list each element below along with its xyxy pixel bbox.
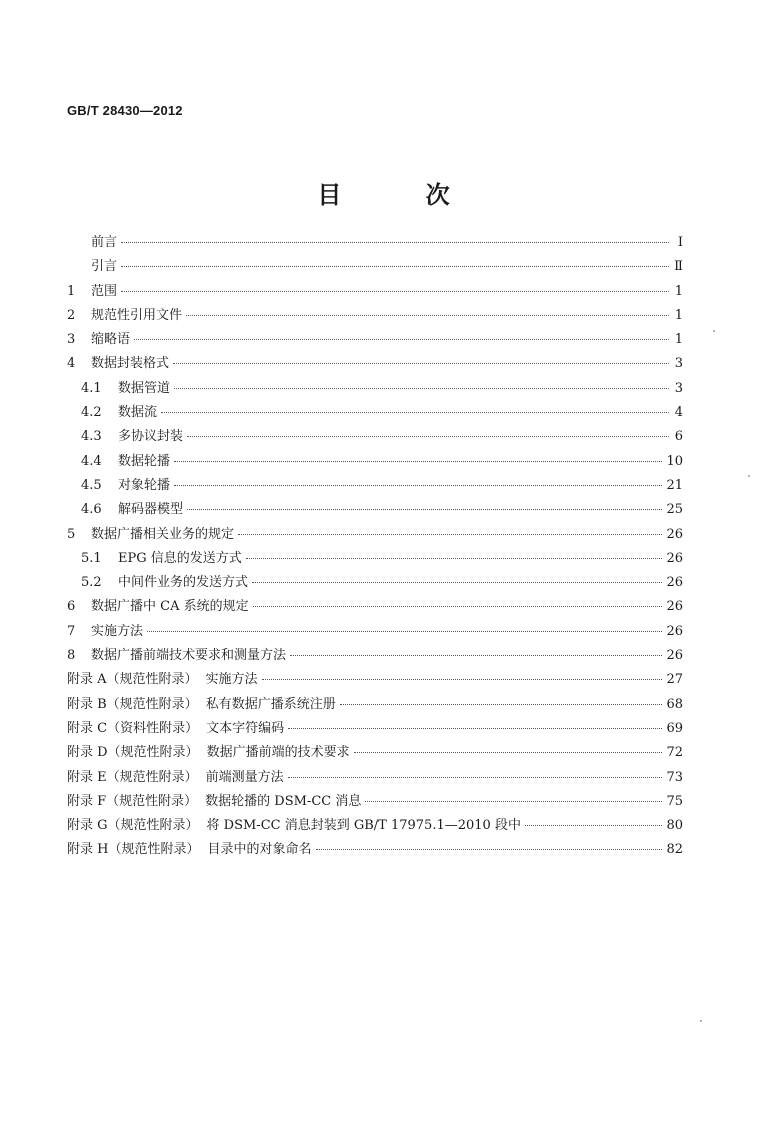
toc-entry-title: 数据广播前端技术要求和测量方法 xyxy=(91,648,287,664)
toc-entry-title: 引言 xyxy=(91,259,118,275)
toc-entry-page: 1 xyxy=(674,283,683,299)
toc-entry xyxy=(67,790,683,814)
toc-entry-number: 附录 H（规范性附录） xyxy=(67,842,200,858)
toc-entry-number: 6 xyxy=(67,599,76,615)
dot-leader xyxy=(134,339,669,340)
dot-leader xyxy=(525,825,663,826)
dot-leader xyxy=(354,752,663,753)
toc-entry-title: 实施方法 xyxy=(205,672,258,688)
toc-entry xyxy=(67,693,683,717)
toc-entry xyxy=(67,620,683,644)
dot-leader xyxy=(174,461,662,462)
toc-entry xyxy=(67,766,683,790)
toc-entry-title: 数据轮播 xyxy=(118,453,171,469)
toc-entry xyxy=(67,838,683,862)
toc-entry-title: 数据广播相关业务的规定 xyxy=(91,526,235,542)
toc-entry-title: 数据轮播的 DSM-CC 消息 xyxy=(205,793,362,809)
toc-entry-page: 27 xyxy=(666,672,683,688)
toc-entry-title: 目录中的对象命名 xyxy=(207,842,312,858)
toc-entry xyxy=(67,328,683,352)
dot-leader xyxy=(340,704,663,705)
toc-entry-page: 6 xyxy=(674,429,683,445)
toc-entry-number: 1 xyxy=(67,283,76,299)
toc-entry xyxy=(67,523,683,547)
toc-entry xyxy=(67,717,683,741)
toc-entry xyxy=(67,814,683,838)
scan-speck xyxy=(748,475,750,477)
toc-entry-number: 附录 D（规范性附录） xyxy=(67,745,199,761)
toc-entry-title: 前端测量方法 xyxy=(205,769,284,785)
dot-leader xyxy=(147,631,662,632)
toc-entry xyxy=(67,450,683,474)
toc-entry-title: 实施方法 xyxy=(91,623,144,639)
toc-entry-number: 7 xyxy=(67,623,76,639)
dot-leader xyxy=(121,242,669,243)
toc-entry-number: 2 xyxy=(67,307,76,323)
scan-speck xyxy=(713,330,715,332)
toc-entry-page: 26 xyxy=(666,599,683,615)
toc-entry-title: 范围 xyxy=(91,283,118,299)
dot-leader xyxy=(173,363,669,364)
dot-leader xyxy=(365,801,662,802)
toc-entry-number: 附录 F（规范性附录） xyxy=(67,793,198,809)
dot-leader xyxy=(290,655,662,656)
toc-entry-page: Ⅰ xyxy=(677,235,683,250)
toc-entry xyxy=(67,595,683,619)
toc-entry-page: 68 xyxy=(666,696,683,712)
dot-leader xyxy=(121,291,669,292)
toc-entry xyxy=(67,255,683,279)
toc-entry-title: 数据流 xyxy=(118,405,158,421)
toc-entry-title: EPG 信息的发送方式 xyxy=(118,550,242,566)
toc-title: 目 次 xyxy=(317,180,488,209)
dot-leader xyxy=(121,266,669,267)
toc-entry-page: 21 xyxy=(666,477,683,493)
toc-entry-number: 4.4 xyxy=(81,453,102,469)
toc-entry-number: 5.1 xyxy=(81,550,102,566)
toc-entry-page: 26 xyxy=(666,550,683,566)
toc-entry xyxy=(67,474,683,498)
dot-leader xyxy=(288,777,663,778)
dot-leader xyxy=(186,315,669,316)
toc-entry xyxy=(67,644,683,668)
toc-entry-page: 3 xyxy=(674,356,683,372)
toc-entry xyxy=(67,352,683,376)
toc-entry xyxy=(67,401,683,425)
dot-leader xyxy=(262,679,663,680)
toc-entry-title: 将 DSM-CC 消息封装到 GB/T 17975.1—2010 段中 xyxy=(206,818,521,834)
toc-entry xyxy=(67,741,683,765)
dot-leader xyxy=(316,849,663,850)
toc-entry-number: 4.5 xyxy=(81,477,102,493)
dot-leader xyxy=(252,582,662,583)
toc-entry-number: 3 xyxy=(67,332,76,348)
toc-entry-title: 数据管道 xyxy=(118,380,171,396)
dot-leader xyxy=(174,388,669,389)
toc-entry-title: 数据广播中 CA 系统的规定 xyxy=(91,599,249,615)
toc-entry-number: 附录 B（规范性附录） xyxy=(67,696,198,712)
toc-entry xyxy=(67,304,683,328)
toc-entry-page: 3 xyxy=(674,380,683,396)
toc-entry-page: 10 xyxy=(666,453,683,469)
dot-leader xyxy=(288,728,662,729)
toc-entry-number: 4.6 xyxy=(81,502,102,518)
toc-entry-number: 附录 C（资料性附录） xyxy=(67,720,199,736)
toc-entry-page: 25 xyxy=(666,502,683,518)
toc-entry-title: 文本字符编码 xyxy=(206,720,285,736)
toc-entry-page: 26 xyxy=(666,526,683,542)
toc-entry-page: 75 xyxy=(666,793,683,809)
toc-entry-number: 4.2 xyxy=(81,405,102,421)
toc-entry xyxy=(67,498,683,522)
dot-leader xyxy=(238,534,662,535)
toc-entry-title: 解码器模型 xyxy=(118,502,184,518)
toc-entry-page: 72 xyxy=(666,745,683,761)
toc-entry-title: 多协议封装 xyxy=(118,429,184,445)
toc-entry-title: 对象轮播 xyxy=(118,477,171,493)
dot-leader xyxy=(246,558,663,559)
toc-entry xyxy=(67,571,683,595)
dot-leader xyxy=(174,485,662,486)
toc-entry-number: 5.2 xyxy=(81,575,102,591)
toc-entry-number: 5 xyxy=(67,526,76,542)
dot-leader xyxy=(161,412,669,413)
toc-entry-title: 中间件业务的发送方式 xyxy=(118,575,249,591)
toc-entry-page: 82 xyxy=(666,842,683,858)
table-of-contents xyxy=(67,231,683,863)
toc-entry-title: 数据封装格式 xyxy=(91,356,170,372)
dot-leader xyxy=(187,509,662,510)
toc-entry-page: 26 xyxy=(666,575,683,591)
dot-leader xyxy=(253,606,663,607)
toc-entry-title: 缩略语 xyxy=(91,332,131,348)
toc-entry-page: 4 xyxy=(674,405,683,421)
toc-entry-number: 4.1 xyxy=(81,380,102,396)
toc-entry xyxy=(67,231,683,255)
toc-entry-page: 1 xyxy=(674,332,683,348)
toc-entry-page: 26 xyxy=(666,623,683,639)
toc-entry xyxy=(67,425,683,449)
toc-entry xyxy=(67,547,683,571)
toc-entry-number: 附录 G（规范性附录） xyxy=(67,818,199,834)
toc-entry-number: 附录 E（规范性附录） xyxy=(67,769,198,785)
toc-entry-number: 4 xyxy=(67,356,76,372)
toc-entry-page: 73 xyxy=(666,769,683,785)
toc-entry-page: 80 xyxy=(666,818,683,834)
toc-entry-title: 数据广播前端的技术要求 xyxy=(206,745,350,761)
toc-entry xyxy=(67,377,683,401)
toc-entry-page: Ⅱ xyxy=(674,259,683,275)
toc-entry-number: 4.3 xyxy=(81,429,102,445)
dot-leader xyxy=(187,436,669,437)
standard-number: GB/T 28430—2012 xyxy=(67,103,183,118)
toc-entry-title: 规范性引用文件 xyxy=(91,307,183,323)
toc-entry-number: 附录 A（规范性附录） xyxy=(67,672,198,688)
scan-speck xyxy=(700,1020,702,1022)
toc-entry-page: 1 xyxy=(674,307,683,323)
toc-entry-title: 前言 xyxy=(91,235,118,250)
toc-entry xyxy=(67,668,683,692)
toc-entry-title: 私有数据广播系统注册 xyxy=(205,696,336,712)
toc-entry-page: 69 xyxy=(666,720,683,736)
toc-entry xyxy=(67,280,683,304)
toc-entry-page: 26 xyxy=(666,648,683,664)
toc-entry-number: 8 xyxy=(67,648,76,664)
